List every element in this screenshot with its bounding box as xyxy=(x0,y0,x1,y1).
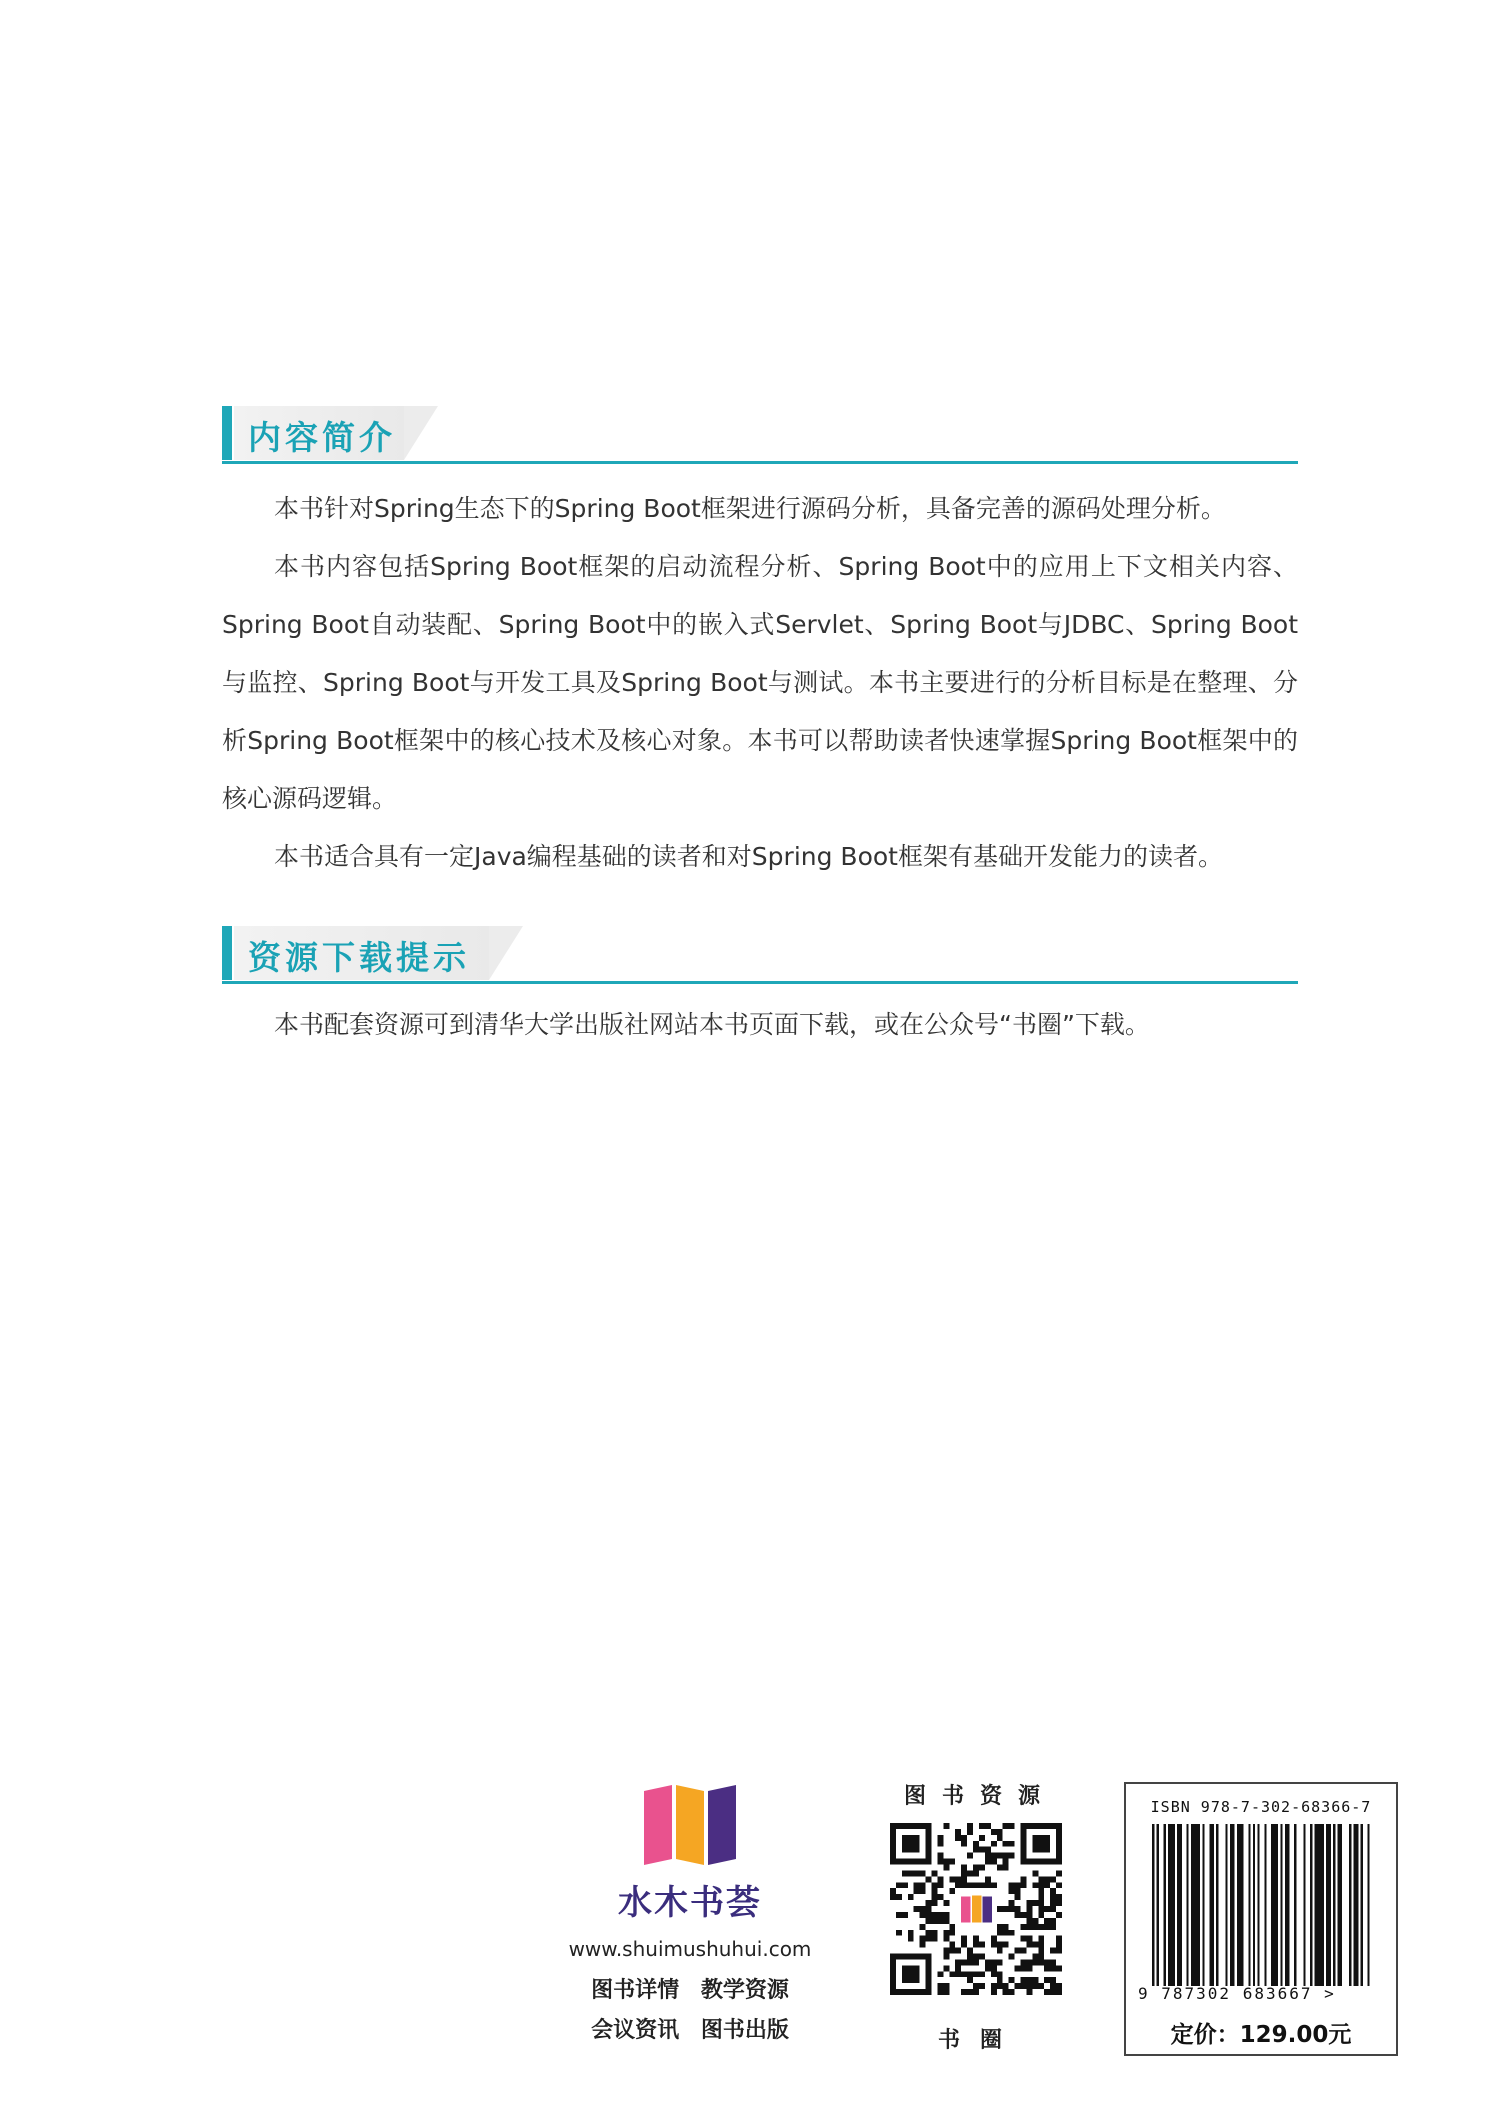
publisher-logo-block xyxy=(560,1775,820,2065)
publisher-links-row-1: 图书详情 教学资源 xyxy=(591,1978,789,2003)
intro-paragraph-2: 本书内容包括Spring Boot框架的启动流程分析、Spring Boot中的应用上下文相关内容、Spring Boot自动装配、Spring Boot中的嵌入式Servlet、Spring Boot与JDBC、Spring Boot与监控、Spring Boot与开发工具及Spring Boot与测试。本书主要进行的分析目标是在整理、分析Spring Boot框架中的核心技术及核心对象。本书可以帮助读者快速掌握Spring Boot框架中的核心源码逻辑。 xyxy=(222,552,1298,813)
intro-paragraph-1: 本书针对Spring生态下的Spring Boot框架进行源码分析，具备完善的源码处理分析。 xyxy=(274,494,1226,523)
qr-block xyxy=(880,1775,1080,2065)
publisher-name: 水木书荟 xyxy=(618,1883,762,1923)
publisher-book-logo-icon xyxy=(644,1785,736,1865)
isbn-text: ISBN 978-7-302-68366-7 xyxy=(1150,1798,1372,1816)
qr-bottom-label: 书圈 xyxy=(937,2028,1022,2053)
qr-code-icon xyxy=(890,1823,1062,1995)
heading-accent-bar xyxy=(222,406,232,460)
heading-accent-bar xyxy=(222,926,232,980)
heading-rule xyxy=(222,461,1298,464)
barcode-icon xyxy=(1152,1824,1372,1986)
intro-heading: 内容简介 xyxy=(248,418,396,457)
heading-rule xyxy=(222,981,1298,984)
resources-text xyxy=(222,996,1298,1054)
qr-top-label: 图书资源 xyxy=(903,1784,1056,1809)
publisher-url: www.shuimushuhui.com xyxy=(568,1937,812,1961)
intro-text xyxy=(222,480,1298,886)
intro-paragraph-3: 本书适合具有一定Java编程基础的读者和对Spring Boot框架有基础开发能力的读者。 xyxy=(274,842,1223,871)
resources-heading: 资源下载提示 xyxy=(248,938,470,977)
price-label: 定价：129.00元 xyxy=(1170,2022,1352,2048)
publisher-links-row-2: 会议资讯 图书出版 xyxy=(591,2018,789,2043)
resources-paragraph: 本书配套资源可到清华大学出版社网站本书页面下载，或在公众号“书圈”下载。 xyxy=(274,1010,1150,1039)
resources-heading-block xyxy=(222,926,1298,984)
isbn-barcode-box xyxy=(1124,1782,1398,2056)
ean-digits: 9 787302 683667 > xyxy=(1138,1984,1336,2003)
intro-heading-block xyxy=(222,406,1298,464)
